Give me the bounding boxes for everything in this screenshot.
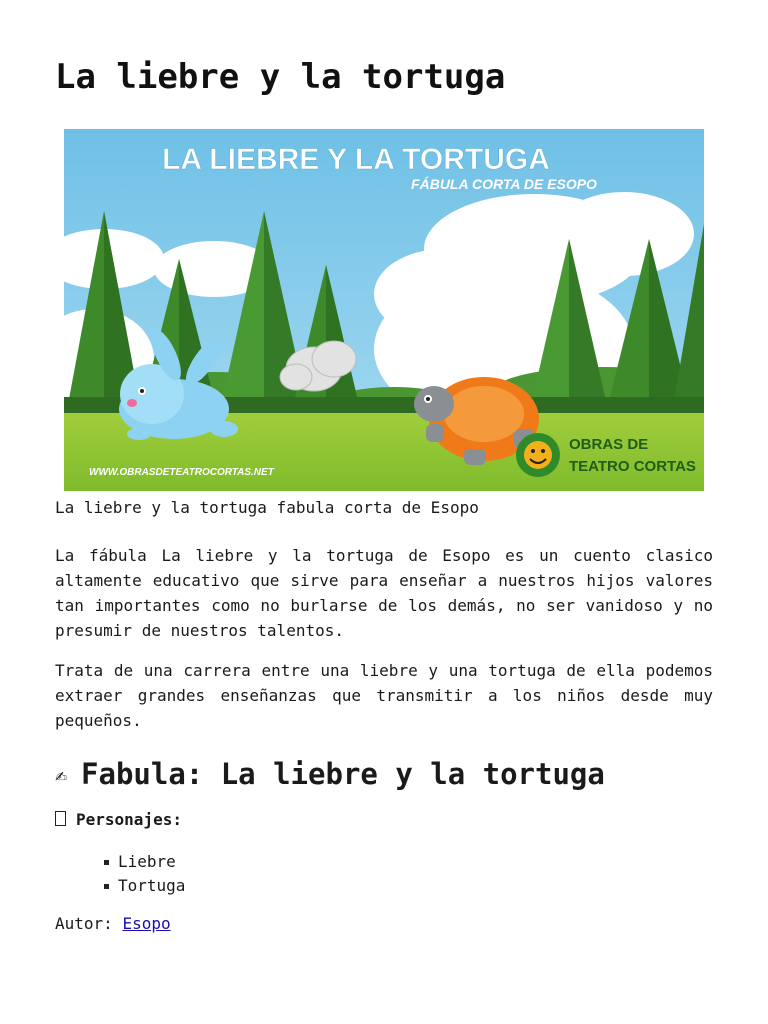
website-text: WWW.OBRASDETEATROCORTAS.NET [89, 467, 274, 478]
summary-paragraph: Trata de una carrera entre una liebre y una tortuga de ella podemos extraer grandes enseñanzas que transmitir a los niños desde muy pequeños. [55, 661, 713, 730]
autor-label: Autor: [55, 914, 113, 933]
personajes-label: Personajes: [76, 810, 182, 829]
intro-paragraph: La fábula La liebre y la tortuga de Esopo es un cuento clasico altamente educativo que sirve para enseñar a nuestros hijos valores tan importantes como no burlarse de los demás, no ser vanidoso y no presumir de nuestros talentos. [55, 546, 713, 640]
image-caption: La liebre y la tortuga fabula corta de Esopo [55, 498, 479, 517]
list-item: Tortuga [104, 874, 185, 898]
personajes-list [104, 850, 185, 898]
section-heading [55, 754, 605, 795]
list-item: Liebre [104, 850, 185, 874]
image-subtitle: FÁBULA CORTA DE ESOPO [411, 176, 597, 192]
autor-link[interactable]: Esopo [122, 914, 171, 933]
section-heading-text: Fabula: La liebre y la tortuga [81, 757, 605, 791]
logo-line1: OBRAS DE [569, 436, 649, 453]
page-title: La liebre y la tortuga [55, 57, 506, 97]
fable-illustration [64, 129, 704, 491]
logo-line2: TEATRO CORTAS [569, 458, 696, 475]
image-title: LA LIEBRE Y LA TORTUGA [162, 143, 550, 176]
checkbox-glyph-icon [55, 811, 66, 826]
writing-hand-icon: ✍ [55, 763, 68, 787]
personajes-label-row [55, 809, 182, 831]
autor-row [55, 913, 171, 935]
